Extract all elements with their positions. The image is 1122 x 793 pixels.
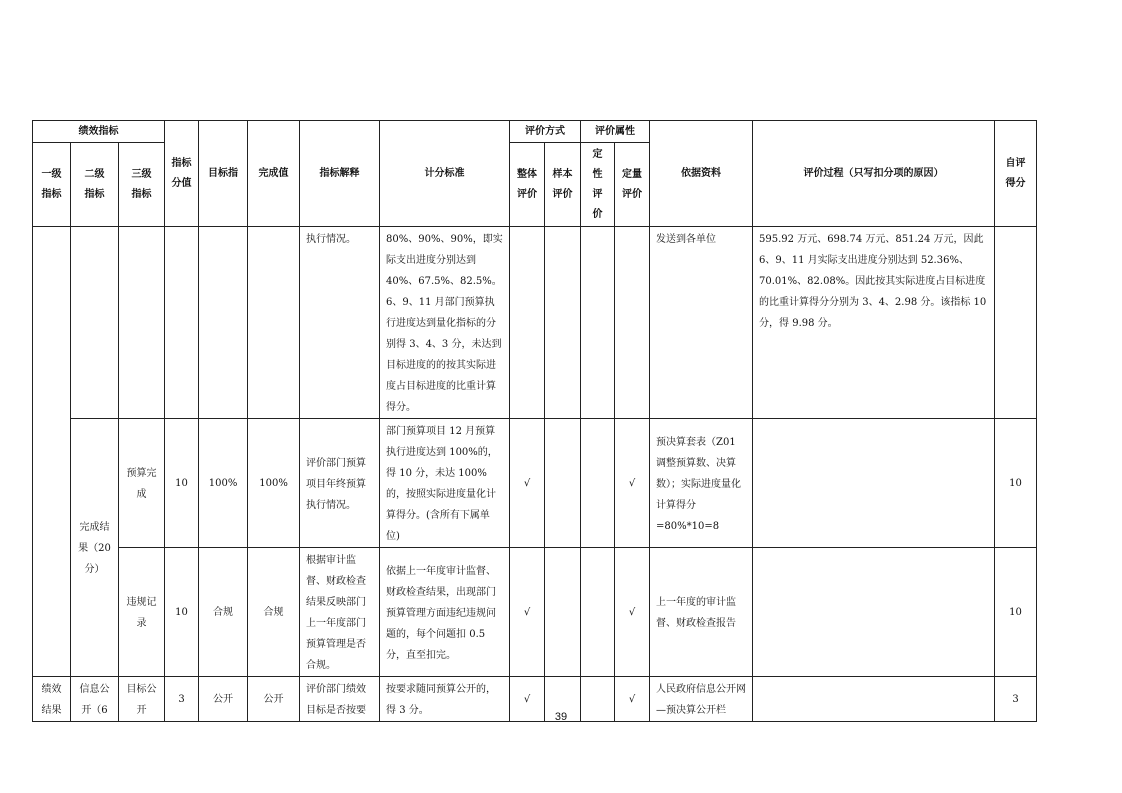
header-score-value: 指标分值 [165,121,199,227]
cell-level3: 目标公开 [119,677,165,722]
header-row-top [33,121,1037,143]
header-qualitative: 定性评价 [581,143,615,227]
header-explain: 指标解释 [300,121,380,227]
cell-self-empty [995,227,1037,419]
cell-level3-empty [119,227,165,419]
header-whole: 整体评价 [510,143,545,227]
cell-level2-completion: 完成结果（20分） [71,419,119,677]
cell-score: 10 [165,548,199,677]
cell-quant-empty [615,227,650,419]
cell-whole-empty [510,227,545,419]
cell-target: 100% [199,419,248,548]
table-row [33,419,1037,548]
cell-standard: 按要求随同预算公开的，得 3 分。 [380,677,510,722]
cell-level2-empty [71,227,119,419]
cell-qual-empty [581,548,615,677]
cell-sample-empty [545,419,581,548]
cell-target: 合规 [199,548,248,677]
cell-completed: 公开 [248,677,300,722]
header-target: 目标指 [199,121,248,227]
cell-quant-check: √ [615,548,650,677]
cell-quant-check: √ [615,677,650,722]
cell-quant-check: √ [615,419,650,548]
evaluation-table [32,120,1037,722]
table-row [33,548,1037,677]
header-method: 评价方式 [510,121,581,143]
cell-explain: 根据审计监督、财政检查结果反映部门上一年度部门预算管理是否合规。 [300,548,380,677]
header-sample: 样本评价 [545,143,581,227]
header-basis: 依据资料 [650,121,753,227]
cell-basis: 发送到各单位 [650,227,753,419]
cell-self-score: 10 [995,419,1037,548]
cell-whole-check: √ [510,677,545,722]
cell-qual-empty [581,419,615,548]
cell-score-empty [165,227,199,419]
header-perf-indicator: 绩效指标 [33,121,165,143]
cell-level1: 绩效结果 [33,677,71,722]
cell-standard: 80%、90%、90%，即实际支出进度分别达到 40%、67.5%、82.5%。6、9、11 月部门预算执行进度达到量化指标的分别得 3、4、3 分，未达到目标进度的的按其实际进度占目标进度的比重计算得分。 [380,227,510,419]
header-level2: 二级指标 [71,143,119,227]
cell-level3: 违规记录 [119,548,165,677]
header-process: 评价过程（只写扣分项的原因） [753,121,995,227]
cell-sample-empty [545,548,581,677]
cell-level3: 预算完成 [119,419,165,548]
cell-process-empty [753,548,995,677]
cell-explain: 执行情况。 [300,227,380,419]
cell-whole-check: √ [510,419,545,548]
cell-completed: 合规 [248,548,300,677]
header-standard: 计分标准 [380,121,510,227]
cell-self-score: 3 [995,677,1037,722]
cell-standard: 部门预算项目 12 月预算执行进度达到 100%的，得 10 分，未达 100%的，按照实际进度量化计算得分。(含所有下属单位) [380,419,510,548]
header-quantitative: 定量评价 [615,143,650,227]
cell-explain: 评价部门绩效目标是否按要 [300,677,380,722]
cell-completed-empty [248,227,300,419]
cell-basis: 人民政府信息公开网—预决算公开栏 [650,677,753,722]
header-completed: 完成值 [248,121,300,227]
cell-level1-empty [33,227,71,677]
cell-score: 10 [165,419,199,548]
header-attr: 评价属性 [581,121,650,143]
header-level1: 一级指标 [33,143,71,227]
cell-basis: 预决算套表（Z01 调整预算数、决算数）；实际进度量化计算得分=80%*10=8 [650,419,753,548]
cell-explain: 评价部门预算项目年终预算执行情况。 [300,419,380,548]
cell-process-empty [753,419,995,548]
cell-level2: 信息公开（6 [71,677,119,722]
header-self-score: 自评得分 [995,121,1037,227]
cell-completed: 100% [248,419,300,548]
cell-process: 595.92 万元、698.74 万元、851.24 万元，因此 6、9、11 月实际支出进度分别达到 52.36%、70.01%、82.08%。因此按其实际进度占目标进度的比重计算得分分别为 3、4、2.98 分。该指标 10 分，得 9.98 分。 [753,227,995,419]
cell-target-empty [199,227,248,419]
cell-score: 3 [165,677,199,722]
cell-target: 公开 [199,677,248,722]
cell-self-score: 10 [995,548,1037,677]
cell-standard: 依据上一年度审计监督、财政检查结果，出现部门预算管理方面违纪违规问题的，每个问题扣 0.5 分，直至扣完。 [380,548,510,677]
cell-basis: 上一年度的审计监督、财政检查报告 [650,548,753,677]
cell-qual-empty [581,227,615,419]
header-level3: 三级指标 [119,143,165,227]
cell-sample-empty [545,227,581,419]
table-row [33,227,1037,419]
page-number: 39 [554,711,568,723]
cell-whole-check: √ [510,548,545,677]
